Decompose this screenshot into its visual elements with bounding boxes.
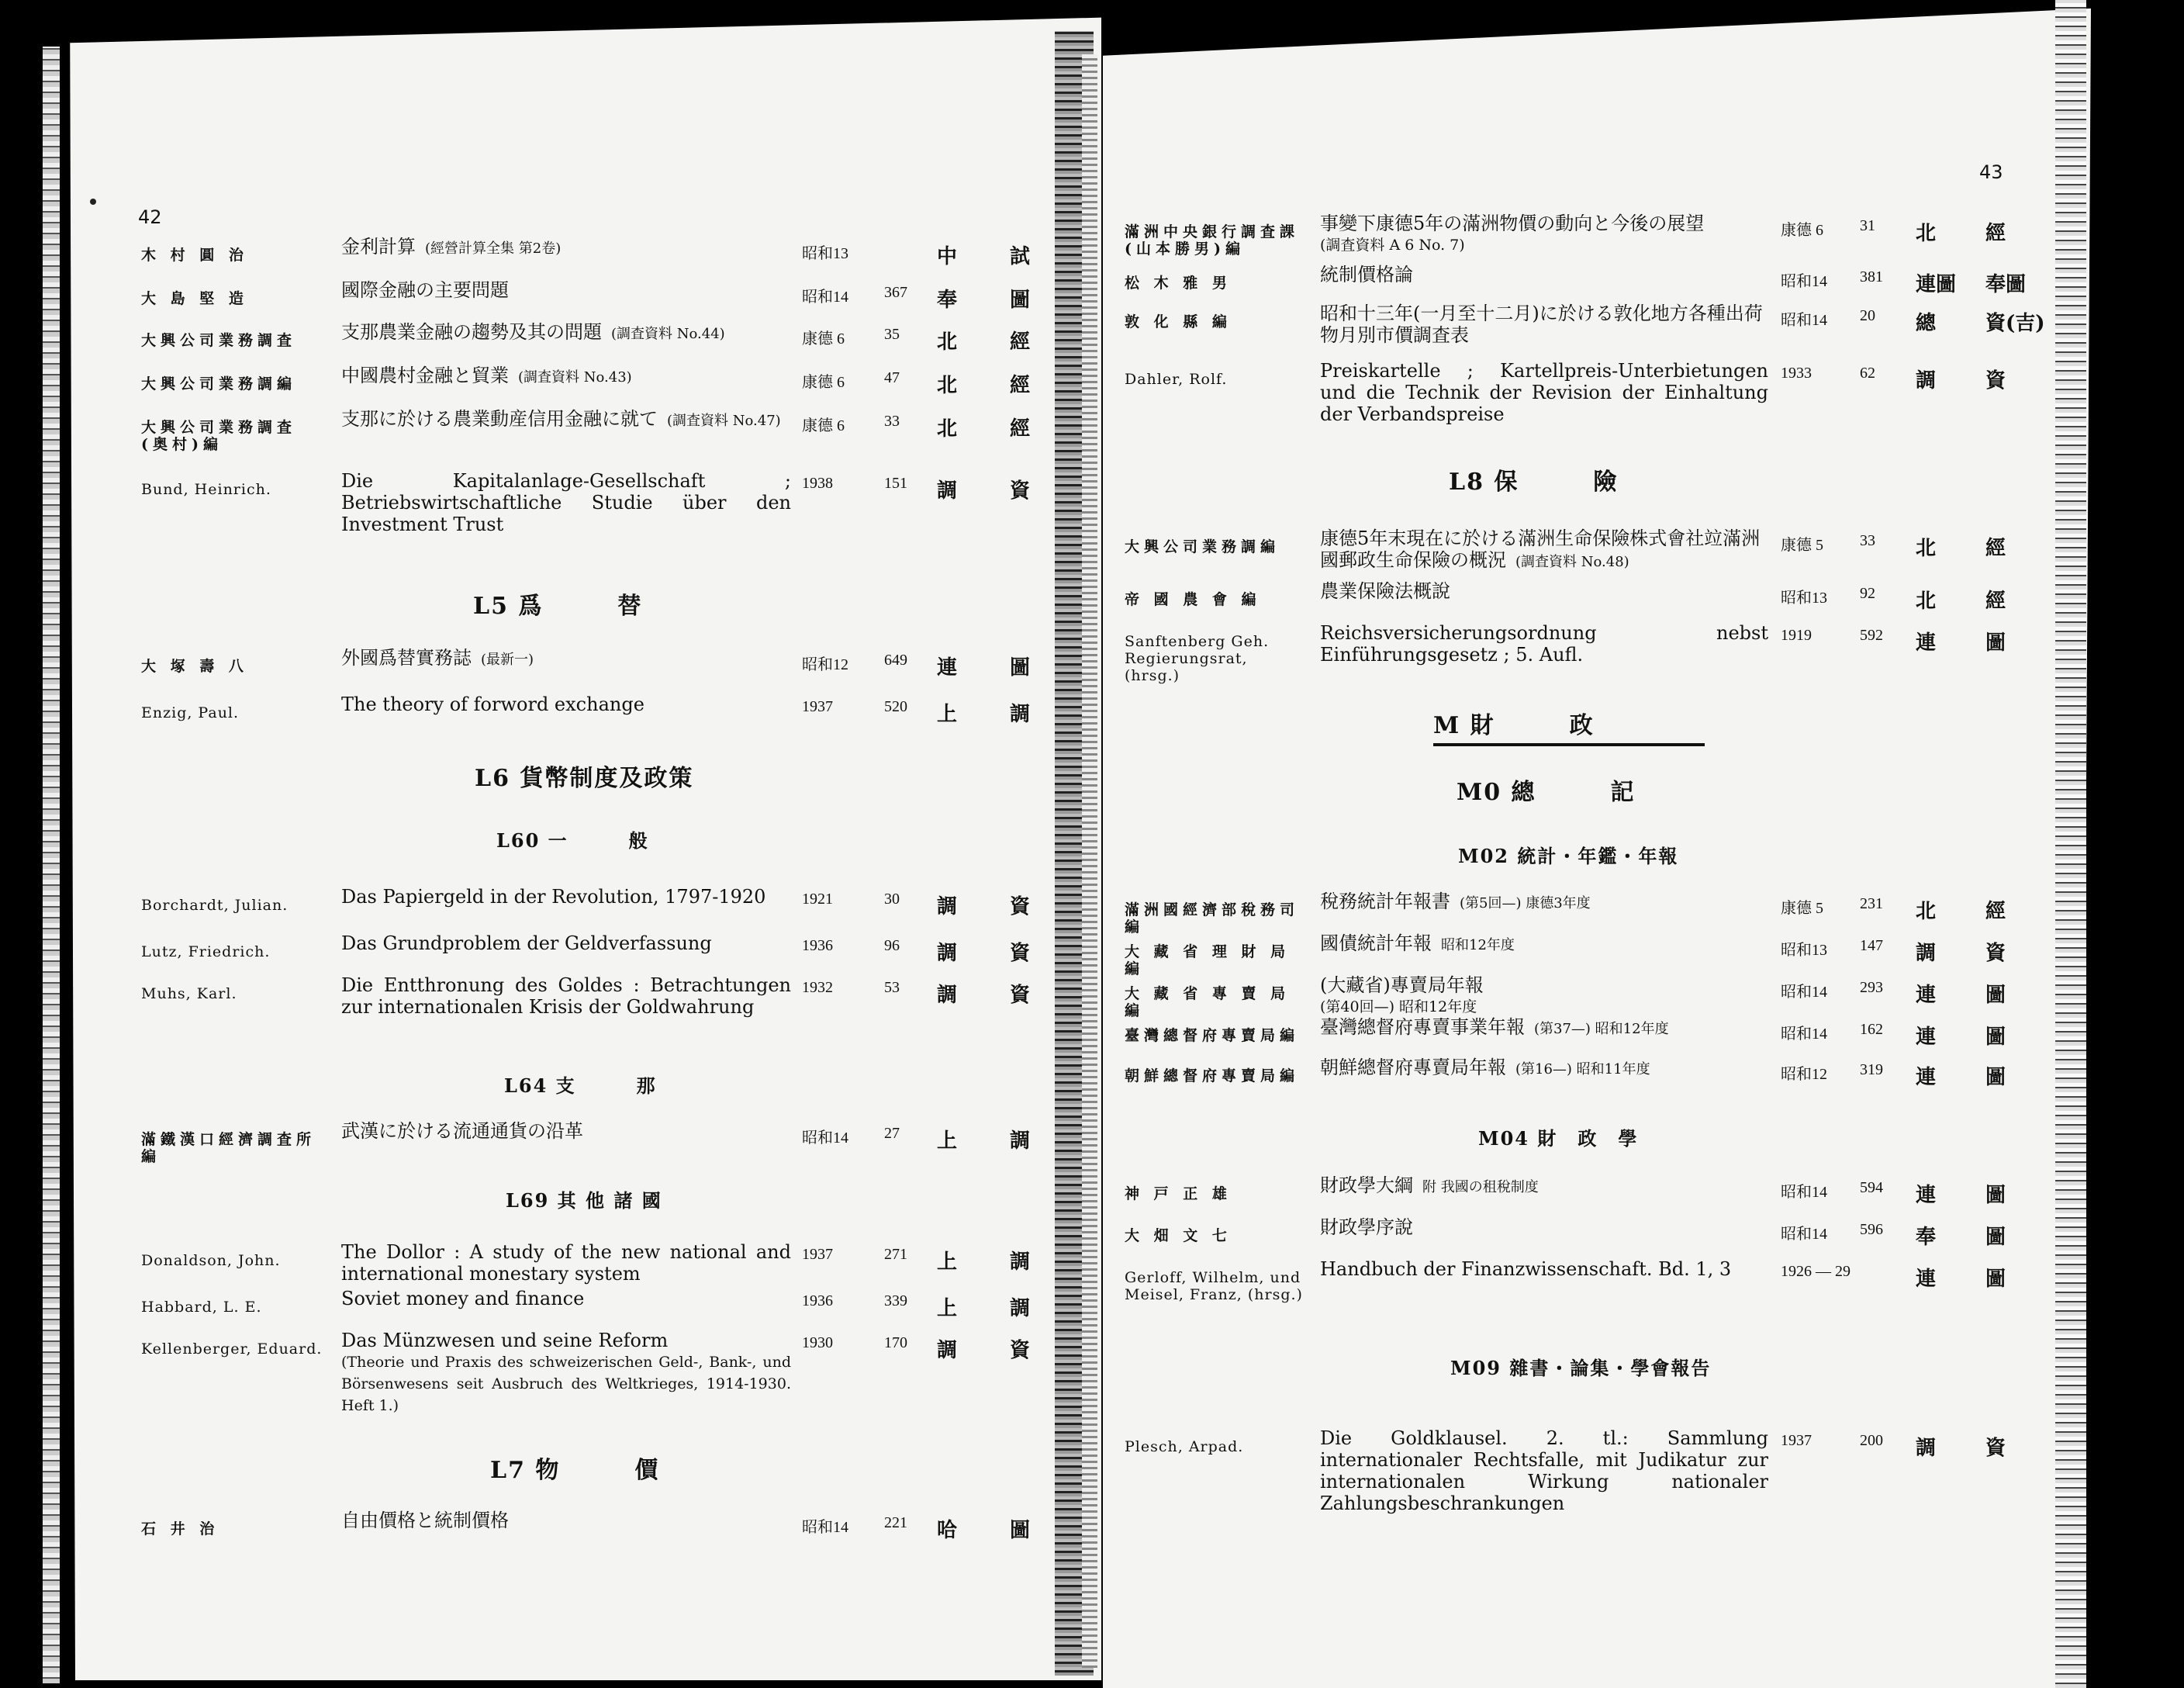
entry-year: 1926 — 29 bbox=[1781, 1263, 1851, 1280]
entry-classification: 圖 bbox=[1010, 656, 1031, 680]
entry-year: 1919 bbox=[1781, 627, 1812, 644]
entry-author: 大興公司業務調査 bbox=[141, 332, 297, 349]
entry-pages: 62 bbox=[1860, 365, 1875, 382]
entry-title-block bbox=[1320, 580, 1768, 602]
entry-location: 上 bbox=[937, 1129, 958, 1153]
catalog-entry bbox=[0, 1016, 2184, 1049]
entry-year: 昭和14 bbox=[1781, 1184, 1827, 1201]
entry-title-block bbox=[341, 1288, 791, 1309]
subsection-heading-l69: L69 其 他 諸 國 bbox=[506, 1189, 662, 1212]
entry-title-block bbox=[1320, 1174, 1768, 1199]
entry-classification: 資 bbox=[1010, 479, 1031, 503]
entry-author: 木 村 圓 治 bbox=[141, 247, 248, 264]
entry-title: Die Goldklausel. 2. tl.: Sammlung internationaler Rechtsfalle, mit Judikatur zur internationalen Wirkung nationaler Zahlungsbeschrankungen bbox=[1320, 1427, 1768, 1514]
entry-year: 1921 bbox=[802, 891, 833, 908]
page-number-left: 42 bbox=[138, 206, 162, 228]
entry-classification: 圖 bbox=[1010, 289, 1031, 312]
catalog-entry bbox=[0, 1288, 2184, 1320]
entry-title: 自由價格と統制價格 bbox=[341, 1510, 509, 1531]
entry-note: (第5回—) 康德3年度 bbox=[1460, 895, 1591, 911]
entry-title-block bbox=[341, 694, 791, 715]
entry-title-block bbox=[341, 1330, 791, 1416]
entry-title: 武漢に於ける流通通貨の沿革 bbox=[341, 1120, 583, 1142]
entry-pages: 200 bbox=[1860, 1432, 1883, 1449]
entry-classification: 經 bbox=[1985, 900, 2006, 923]
entry-pages: 367 bbox=[884, 284, 907, 301]
entry-year: 昭和13 bbox=[1781, 590, 1827, 607]
entry-title: 支那農業金融の趨勢及其の問題 bbox=[341, 321, 602, 343]
entry-author: 朝鮮總督府專賣局編 bbox=[1125, 1067, 1300, 1084]
entry-title: 財政學序說 bbox=[1320, 1216, 1413, 1238]
entry-pages: 96 bbox=[884, 937, 900, 954]
entry-classification: 調 bbox=[1010, 1297, 1031, 1320]
page-number-right: 43 bbox=[1979, 161, 2003, 183]
entry-pages: 162 bbox=[1860, 1021, 1883, 1038]
entry-note: (調査資料 No.44) bbox=[611, 326, 725, 342]
entry-pages: 594 bbox=[1860, 1179, 1883, 1196]
entry-pages: 293 bbox=[1860, 979, 1883, 996]
entry-title: The Dollor : A study of the new national and international monestary system bbox=[341, 1241, 791, 1285]
entry-year: 1930 bbox=[802, 1334, 833, 1351]
catalog-entry bbox=[0, 1216, 2184, 1249]
entry-pages: 170 bbox=[884, 1334, 907, 1351]
entry-title-block bbox=[1320, 974, 1768, 1018]
entry-note: (調査資料 No.43) bbox=[518, 369, 632, 386]
entry-title-block bbox=[341, 647, 791, 671]
entry-title-block bbox=[1320, 528, 1768, 573]
entry-year: 1937 bbox=[802, 1246, 833, 1263]
subsection-heading-m09: M09 雜書・論集・學會報告 bbox=[1450, 1357, 1712, 1379]
entry-classification: 資 bbox=[1010, 984, 1031, 1007]
entry-author: Habbard, L. E. bbox=[141, 1299, 262, 1316]
subsection-heading-l64: L64 支 那 bbox=[504, 1074, 657, 1097]
entry-location: 總 bbox=[1916, 312, 1937, 335]
entry-note: (調査資料 No.47) bbox=[667, 413, 781, 429]
entry-pages: 151 bbox=[884, 475, 907, 492]
entry-title-block bbox=[341, 886, 791, 908]
entry-pages: 31 bbox=[1860, 217, 1875, 234]
entry-classification: 圖 bbox=[1985, 1268, 2006, 1291]
entry-location: 調 bbox=[937, 895, 958, 918]
entry-note: (第16—) 昭和11年度 bbox=[1515, 1061, 1650, 1077]
entry-location: 調 bbox=[937, 479, 958, 503]
entry-location: 哈 bbox=[937, 1519, 958, 1542]
entry-note: 附 我國の租稅制度 bbox=[1422, 1179, 1539, 1195]
entry-location: 調 bbox=[937, 942, 958, 965]
entry-location: 奉 bbox=[1916, 1226, 1937, 1249]
entry-pages: 147 bbox=[1860, 937, 1883, 954]
entry-classification: 調 bbox=[1010, 703, 1031, 726]
entry-classification: 資(吉) bbox=[1985, 312, 2045, 335]
entry-title: 統制價格論 bbox=[1320, 264, 1413, 285]
catalog-entry bbox=[0, 528, 2184, 571]
entry-location: 調 bbox=[1916, 1437, 1937, 1460]
entry-title: Die Entthronung des Goldes : Betrachtungen zur internationalen Krisis der Goldwahrung bbox=[341, 974, 791, 1018]
catalog-entry bbox=[0, 1510, 2184, 1542]
entry-year: 昭和14 bbox=[1781, 984, 1827, 1001]
entry-year: 康德 6 bbox=[802, 374, 845, 391]
entry-title: Soviet money and finance bbox=[341, 1288, 585, 1309]
entry-title-block bbox=[1320, 303, 1768, 346]
entry-pages: 649 bbox=[884, 652, 907, 669]
entry-classification: 圖 bbox=[1985, 631, 2006, 655]
entry-location: 連 bbox=[1916, 1026, 1937, 1049]
entry-location: 北 bbox=[1916, 590, 1937, 613]
entry-classification: 經 bbox=[1010, 330, 1031, 354]
entry-classification: 資 bbox=[1985, 942, 2006, 965]
entry-pages: 27 bbox=[884, 1125, 900, 1142]
entry-title: 臺灣總督府專賣事業年報 bbox=[1320, 1016, 1525, 1038]
entry-pages: 319 bbox=[1860, 1061, 1883, 1078]
entry-title: 事變下康德5年の滿洲物價の動向と今後の展望 bbox=[1320, 213, 1705, 234]
entry-pages: 221 bbox=[884, 1514, 907, 1531]
entry-title-block bbox=[341, 974, 791, 1018]
entry-title: Preiskartelle ; Kartellpreis-Unterbietungen und die Technik der Revision der Einhaltung der Verbandspreise bbox=[1320, 360, 1768, 425]
entry-author: Enzig, Paul. bbox=[141, 704, 240, 721]
entry-location: 北 bbox=[1916, 537, 1937, 560]
entry-author: 大 藏 省 理 財 局 編 bbox=[1125, 943, 1291, 977]
entry-pages: 33 bbox=[1860, 532, 1875, 549]
entry-classification: 圖 bbox=[1985, 984, 2006, 1007]
entry-location: 連 bbox=[1916, 1268, 1937, 1291]
entry-title-block bbox=[1320, 1216, 1768, 1238]
entry-location: 連 bbox=[937, 656, 958, 680]
section-heading-l5: L5 爲 替 bbox=[473, 593, 643, 620]
ink-spot bbox=[90, 199, 96, 205]
entry-author: Borchardt, Julian. bbox=[141, 897, 289, 914]
entry-year: 昭和14 bbox=[802, 1519, 848, 1536]
entry-pages: 53 bbox=[884, 979, 900, 996]
entry-year: 1936 bbox=[802, 937, 833, 954]
entry-classification: 圖 bbox=[1985, 1066, 2006, 1089]
entry-title: 昭和十三年(一月至十二月)に於ける敦化地方各種出荷物月別市價調査表 bbox=[1320, 303, 1763, 346]
entry-classification: 資 bbox=[1985, 1437, 2006, 1460]
entry-pages: 20 bbox=[1860, 307, 1875, 324]
entry-location: 調 bbox=[937, 984, 958, 1007]
section-heading-m0: M0 總 記 bbox=[1457, 779, 1636, 806]
entry-pages: 231 bbox=[1860, 895, 1883, 912]
entry-location: 北 bbox=[937, 417, 958, 441]
entry-location: 上 bbox=[937, 703, 958, 726]
entry-classification: 圖 bbox=[1985, 1184, 2006, 1207]
entry-classification: 經 bbox=[1985, 537, 2006, 560]
entry-location: 上 bbox=[937, 1297, 958, 1320]
entry-location: 北 bbox=[937, 374, 958, 397]
entry-location: 上 bbox=[937, 1250, 958, 1274]
entry-title: (大藏省)專賣局年報 bbox=[1320, 974, 1484, 996]
entry-author: 石 井 治 bbox=[141, 1520, 219, 1538]
entry-year: 昭和12 bbox=[1781, 1066, 1827, 1083]
entry-author: 大 畑 文 七 bbox=[1125, 1227, 1232, 1244]
entry-author: 神 戸 正 雄 bbox=[1125, 1185, 1232, 1202]
entry-year: 康德 6 bbox=[802, 417, 845, 434]
entry-pages: 520 bbox=[884, 698, 907, 715]
entry-author: Muhs, Karl. bbox=[141, 985, 237, 1002]
entry-author: 滿洲中央銀行調査課(山本勝男)編 bbox=[1125, 223, 1300, 258]
entry-author: 滿鐵漢口經濟調査所編 bbox=[141, 1131, 316, 1165]
entry-title: Handbuch der Finanzwissenschaft. Bd. 1, 3 bbox=[1320, 1258, 1732, 1280]
section-heading-l7: L7 物 價 bbox=[490, 1457, 660, 1484]
entry-location: 奉 bbox=[937, 289, 958, 312]
entry-title-block bbox=[341, 470, 791, 535]
entry-title: 農業保險法概說 bbox=[1320, 580, 1450, 602]
entry-pages: 92 bbox=[1860, 585, 1875, 602]
entry-pages: 33 bbox=[884, 413, 900, 430]
entry-year: 昭和12 bbox=[802, 656, 848, 673]
entry-pages: 271 bbox=[884, 1246, 907, 1263]
entry-title-block bbox=[1320, 1016, 1768, 1040]
entry-author: 帝 國 農 會 編 bbox=[1125, 591, 1261, 608]
entry-location: 連 bbox=[1916, 984, 1937, 1007]
entry-author: 大興公司業務調編 bbox=[141, 375, 297, 393]
entry-author: 大 藏 省 專 賣 局 編 bbox=[1125, 985, 1291, 1019]
entry-pages: 381 bbox=[1860, 268, 1883, 285]
entry-pages: 30 bbox=[884, 891, 900, 908]
entry-pages: 47 bbox=[884, 369, 900, 386]
entry-year: 昭和14 bbox=[1781, 1026, 1827, 1043]
entry-title-block bbox=[1320, 891, 1768, 915]
entry-classification: 資 bbox=[1985, 369, 2006, 393]
entry-year: 昭和14 bbox=[1781, 1226, 1827, 1243]
entry-location: 中 bbox=[937, 245, 958, 268]
section-heading-l6: L6 貨幣制度及政策 bbox=[475, 765, 694, 792]
entry-title-block bbox=[1320, 1258, 1768, 1280]
entry-title: 財政學大綱 bbox=[1320, 1174, 1413, 1196]
entry-note: (第40回—) 昭和12年度 bbox=[1320, 998, 1477, 1015]
entry-classification: 資 bbox=[1010, 1339, 1031, 1362]
entry-year: 1936 bbox=[802, 1292, 833, 1309]
entry-title-block bbox=[1320, 622, 1768, 666]
entry-title: 支那に於ける農業動産信用金融に就て bbox=[341, 408, 658, 430]
entry-author: Dahler, Rolf. bbox=[1125, 371, 1228, 388]
entry-title: Das Münzwesen und seine Reform bbox=[341, 1330, 669, 1351]
entry-year: 康德 6 bbox=[802, 330, 845, 348]
entry-year: 昭和14 bbox=[802, 1129, 848, 1147]
section-heading-l8: L8 保 險 bbox=[1449, 469, 1619, 496]
entry-year: 昭和13 bbox=[802, 245, 848, 262]
entry-title: Das Grundproblem der Geldverfassung bbox=[341, 932, 712, 954]
entry-classification: 資 bbox=[1010, 895, 1031, 918]
entry-location: 連 bbox=[1916, 1066, 1937, 1089]
entry-author: 大興公司業務調編 bbox=[1125, 538, 1280, 555]
entry-classification: 經 bbox=[1010, 374, 1031, 397]
entry-author: Sanftenberg Geh. Regierungsrat, (hrsg.) bbox=[1125, 633, 1270, 684]
entry-classification: 圖 bbox=[1010, 1519, 1031, 1542]
entry-note: (調査資料 A 6 No. 7) bbox=[1320, 237, 1465, 254]
subsection-heading-l60: L60 一 般 bbox=[496, 829, 649, 852]
entry-note: (經營計算全集 第2卷) bbox=[425, 240, 562, 257]
entry-year: 昭和14 bbox=[1781, 312, 1827, 329]
entry-title-block bbox=[341, 1510, 791, 1531]
entry-title: 中國農村金融と貿業 bbox=[341, 365, 509, 386]
entry-title: The theory of forword exchange bbox=[341, 694, 644, 715]
entry-classification: 資 bbox=[1010, 942, 1031, 965]
entry-classification: 調 bbox=[1010, 1129, 1031, 1153]
entry-author: Gerloff, Wilhelm, und Meisel, Franz, (hrsg.) bbox=[1125, 1269, 1303, 1303]
entry-title: 稅務統計年報書 bbox=[1320, 891, 1450, 912]
entry-author: Lutz, Friedrich. bbox=[141, 943, 271, 960]
entry-location: 連 bbox=[1916, 631, 1937, 655]
entry-note: (Theorie und Praxis des schweizerischen Geld-, Bank-, und Börsenwesens seit Ausbruch des Weltkrieges, 1914-1930. Heft 1.) bbox=[341, 1354, 791, 1414]
entry-title: 國際金融の主要問題 bbox=[341, 279, 509, 301]
entry-title-block bbox=[341, 365, 791, 389]
entry-year: 康德 5 bbox=[1781, 900, 1823, 917]
entry-author: 臺灣總督府專賣局編 bbox=[1125, 1027, 1300, 1044]
entry-pages: 592 bbox=[1860, 627, 1883, 644]
entry-year: 昭和14 bbox=[802, 289, 848, 306]
subsection-heading-m02: M02 統計・年鑑・年報 bbox=[1458, 845, 1679, 867]
entry-classification: 圖 bbox=[1985, 1026, 2006, 1049]
entry-title-block bbox=[341, 1120, 791, 1142]
entry-title-block bbox=[341, 408, 791, 432]
entry-author: 大興公司業務調査(奥村)編 bbox=[141, 419, 297, 453]
entry-location: 連 bbox=[1916, 1184, 1937, 1207]
section-heading-m: M 財 政 bbox=[1433, 706, 1705, 746]
entry-title-block bbox=[341, 279, 791, 301]
entry-author: 大 島 堅 造 bbox=[141, 290, 248, 307]
entry-year: 康德 6 bbox=[1781, 222, 1823, 239]
entry-title-block bbox=[1320, 932, 1768, 956]
entry-title: 國債統計年報 bbox=[1320, 932, 1432, 954]
entry-author: 大 塚 壽 八 bbox=[141, 658, 248, 675]
entry-title-block bbox=[1320, 360, 1768, 425]
entry-title: 朝鮮總督府專賣局年報 bbox=[1320, 1057, 1506, 1078]
entry-author: Donaldson, John. bbox=[141, 1252, 281, 1269]
entry-classification: 圖 bbox=[1985, 1226, 2006, 1249]
entry-title: Das Papiergeld in der Revolution, 1797-1920 bbox=[341, 886, 766, 908]
subsection-heading-m04: M04 財 政 學 bbox=[1478, 1127, 1639, 1150]
entry-title: 金利計算 bbox=[341, 236, 416, 258]
entry-note: 昭和12年度 bbox=[1441, 937, 1515, 953]
entry-author: Plesch, Arpad. bbox=[1125, 1438, 1244, 1455]
entry-title-block bbox=[1320, 264, 1768, 285]
entry-pages: 339 bbox=[884, 1292, 907, 1309]
entry-title-block bbox=[1320, 1057, 1768, 1081]
entry-year: 昭和13 bbox=[1781, 942, 1827, 959]
entry-author: 松 木 雅 男 bbox=[1125, 275, 1232, 292]
entry-year: 1933 bbox=[1781, 365, 1812, 382]
entry-location: 調 bbox=[937, 1339, 958, 1362]
entry-author: Kellenberger, Eduard. bbox=[141, 1340, 323, 1358]
entry-classification: 經 bbox=[1985, 590, 2006, 613]
entry-title: Die Kapitalanlage-Gesellschaft ; Betriebswirtschaftliche Studie über den Investment Trust bbox=[341, 470, 791, 535]
entry-title: 外國爲替實務誌 bbox=[341, 647, 472, 669]
entry-year: 1938 bbox=[802, 475, 833, 492]
entry-title: Reichsversicherungsordnung nebst Einführungsgesetz ; 5. Aufl. bbox=[1320, 622, 1768, 666]
entry-year: 1932 bbox=[802, 979, 833, 996]
entry-title-block bbox=[1320, 1427, 1768, 1514]
entry-classification: 經 bbox=[1985, 222, 2006, 245]
entry-location: 調 bbox=[1916, 369, 1937, 393]
entry-title-block bbox=[1320, 213, 1768, 256]
entry-note: (第37—) 昭和12年度 bbox=[1534, 1021, 1669, 1037]
entry-author: 滿洲國經濟部稅務司編 bbox=[1125, 901, 1300, 936]
entry-year: 1937 bbox=[802, 698, 833, 715]
entry-year: 1937 bbox=[1781, 1432, 1812, 1449]
entry-classification: 奉圖 bbox=[1985, 273, 2027, 296]
entry-classification: 試 bbox=[1010, 245, 1031, 268]
entry-note: (最新一) bbox=[481, 652, 534, 668]
entry-author: 敦 化 縣 編 bbox=[1125, 313, 1232, 330]
entry-note: (調査資料 No.48) bbox=[1515, 554, 1629, 570]
entry-pages: 35 bbox=[884, 326, 900, 343]
entry-location: 北 bbox=[1916, 900, 1937, 923]
entry-location: 北 bbox=[937, 330, 958, 354]
entry-year: 康德 5 bbox=[1781, 537, 1823, 554]
entry-title: 康德5年末現在に於ける滿洲生命保險株式會社竝滿洲國郵政生命保險の概況 bbox=[1320, 528, 1761, 571]
entry-classification: 經 bbox=[1010, 417, 1031, 441]
entry-author: Bund, Heinrich. bbox=[141, 481, 271, 498]
entry-location: 調 bbox=[1916, 942, 1937, 965]
entry-classification: 調 bbox=[1010, 1250, 1031, 1274]
entry-title-block bbox=[341, 236, 791, 260]
entry-pages: 596 bbox=[1860, 1221, 1883, 1238]
entry-location: 連圖 bbox=[1916, 273, 1957, 296]
entry-title-block bbox=[341, 932, 791, 954]
entry-year: 昭和14 bbox=[1781, 273, 1827, 290]
entry-location: 北 bbox=[1916, 222, 1937, 245]
entry-title-block bbox=[341, 321, 791, 345]
